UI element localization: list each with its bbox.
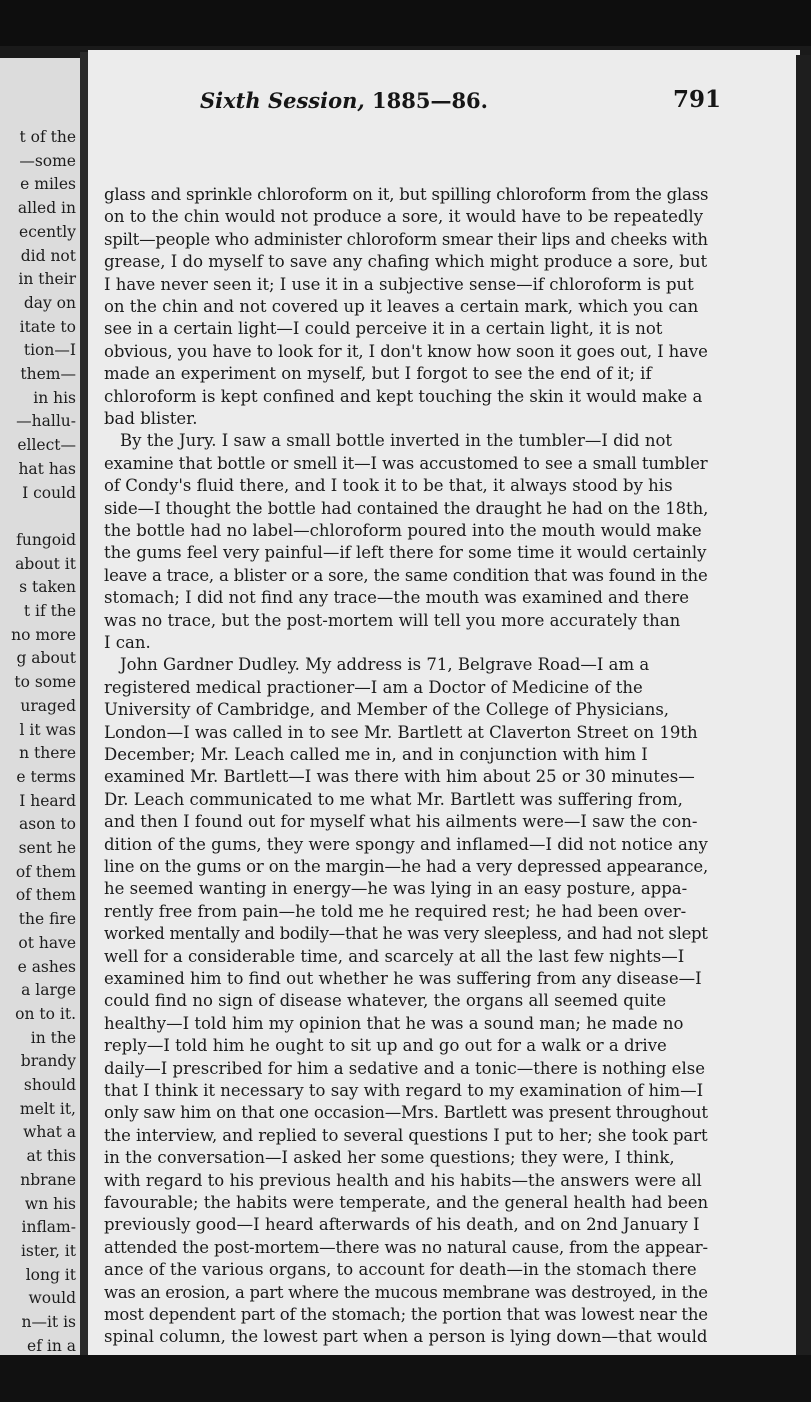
text-line: side—I thought the bottle had contained the draught he had on the 18th,: [104, 498, 709, 518]
text-line: chloroform is kept confined and kept touching the skin it would make a: [104, 386, 703, 406]
text-line: previously good—I heard afterwards of his death, and on 2nd January I: [104, 1215, 700, 1235]
left-page-line: ister, it: [20, 1241, 76, 1260]
left-page-line: —hallu-: [16, 412, 76, 431]
left-page-line: t of the: [19, 128, 76, 146]
left-page-line: the fire: [18, 910, 76, 929]
left-page-line: what a: [23, 1123, 76, 1142]
text-line: the gums feel very painful—if left there for some time it would certainly: [104, 543, 707, 563]
text-line: By the Jury. I saw a small bottle inverted in the tumbler—I did not: [120, 431, 673, 451]
text-line: was no trace, but the post-mortem will tell you more accurately than: [104, 610, 681, 630]
left-page-line: in their: [18, 270, 76, 289]
text-line: made an experiment on myself, but I forgot to see the end of it; if: [104, 364, 652, 384]
left-page-fragment: [0, 58, 83, 1358]
left-page-line: them—: [20, 365, 76, 383]
left-page-line: ef in a: [27, 1336, 76, 1355]
left-page-line: at this: [26, 1147, 76, 1166]
left-page-line: would: [28, 1289, 76, 1308]
left-page-line: a large: [21, 981, 76, 1000]
left-page-line: about it: [15, 554, 76, 573]
left-page-line: s taken: [19, 578, 76, 597]
left-page-line: ot have: [18, 933, 76, 952]
left-page-line: n there: [19, 744, 76, 763]
text-line: on the chin and not covered up it leaves a certain mark, which you can: [104, 297, 699, 316]
text-line: with regard to his previous health and his habits—the answers were all: [104, 1170, 702, 1190]
text-line: most dependent part of the stomach; the portion that was lowest near the: [104, 1305, 708, 1324]
left-page-line: on to it.: [15, 1004, 76, 1023]
text-line: leave a trace, a blister or a sore, the same condition that was found in the: [104, 565, 708, 585]
text-line: in the conversation—I asked her some questions; they were, I think,: [104, 1148, 675, 1168]
left-page-line: to some: [14, 673, 76, 692]
running-head-years: 1885—86.: [372, 88, 488, 113]
text-line: I can.: [104, 633, 151, 652]
left-page-line: l it was: [19, 720, 76, 739]
scan-right-border: [796, 55, 811, 1355]
text-line: John Gardner Dudley. My address is 71, Belgrave Road—I am a: [120, 655, 650, 675]
left-page-line: brandy: [20, 1052, 76, 1071]
text-line: reply—I told him he ought to sit up and go out for a walk or a drive: [104, 1036, 667, 1056]
text-line: spinal column, the lowest part when a person is lying down—that would: [104, 1327, 708, 1347]
text-line: well for a considerable time, and scarcely at all the last few nights—I: [104, 946, 685, 966]
left-page-line: n—it is: [21, 1313, 76, 1331]
text-line: could find no sign of disease whatever, the organs all seemed quite: [104, 991, 667, 1011]
left-page-line: hat has: [18, 459, 76, 478]
left-page-line: ason to: [19, 815, 76, 834]
text-line: the bottle had no label—chloroform poured into the mouth would make: [104, 521, 702, 540]
left-page-line: sent he: [18, 839, 76, 857]
text-line: daily—I prescribed for him a sedative and a tonic—there is nothing else: [104, 1058, 705, 1078]
left-page-line: did not: [20, 246, 76, 265]
text-line: worked mentally and bodily—that he was very sleepless, and had not slept: [104, 924, 708, 944]
text-line: stomach; I did not find any trace—the mouth was examined and there: [104, 588, 689, 608]
left-page-line: itate to: [19, 317, 76, 336]
left-page-line: should: [23, 1076, 76, 1094]
left-page-line: g about: [16, 649, 76, 668]
scan-top-border: [0, 0, 811, 46]
left-page-line: ecently: [19, 222, 76, 241]
text-line: dition of the gums, they were spongy and inflamed—I did not notice any: [104, 834, 708, 854]
left-page-line: —some: [19, 151, 76, 170]
left-page-line: in the: [30, 1028, 76, 1047]
text-line: glass and sprinkle chloroform on it, but spilling chloroform from the glass: [104, 185, 709, 204]
text-line: obvious, you have to look for it, I don't know how soon it goes out, I have: [104, 341, 708, 361]
text-line: he seemed wanting in energy—he was lying in an easy posture, appa-: [104, 879, 688, 899]
text-line: grease, I do myself to save any chafing which might produce a sore, but: [104, 252, 708, 272]
scan-bottom-border: [0, 1355, 811, 1402]
text-line: examined Mr. Bartlett—I was there with him about 25 or 30 minutes—: [104, 767, 695, 787]
left-page-line: e terms: [16, 767, 76, 786]
left-page-line: wn his: [24, 1194, 76, 1213]
left-page-line: in his: [33, 388, 76, 407]
text-line: the interview, and replied to several questions I put to her; she took part: [104, 1125, 708, 1145]
text-line: and then I found out for myself what his ailments were—I saw the con-: [104, 812, 698, 832]
text-line: I have never seen it; I use it in a subjective sense—if chloroform is put: [104, 274, 694, 294]
text-line: only saw him on that one occasion—Mrs. Bartlett was present throughout: [104, 1103, 708, 1123]
text-line: was an erosion, a part where the mucous membrane was destroyed, in the: [104, 1282, 708, 1302]
text-line: December; Mr. Leach called me in, and in conjunction with him I: [104, 745, 648, 764]
text-line: see in a certain light—I could perceive it in a certain light, it is not: [104, 319, 663, 339]
text-line: registered medical practioner—I am a Doctor of Medicine of the: [104, 677, 643, 697]
text-line: line on the gums or on the margin—he had a very depressed appearance,: [104, 857, 709, 876]
text-line: ance of the various organs, to account for death—in the stomach there: [104, 1260, 697, 1280]
text-line: attended the post-mortem—there was no natural cause, from the appear-: [104, 1237, 708, 1257]
left-page-line: of them: [15, 862, 76, 881]
running-head-title: Sixth Session,: [200, 88, 365, 113]
text-line: that I think it necessary to say with regard to my examination of him—I: [104, 1081, 704, 1100]
left-page-line: of them: [15, 886, 76, 905]
left-page-line: I heard: [19, 791, 76, 810]
text-line: on to the chin would not produce a sore, it would have to be repeatedly: [104, 207, 704, 227]
page-number: 791: [673, 86, 722, 113]
text-line: University of Cambridge, and Member of the College of Physicians,: [104, 700, 670, 720]
left-page-line: tion—I: [23, 341, 76, 360]
text-line: examine that bottle or smell it—I was accustomed to see a small tumbler: [104, 453, 708, 473]
left-page-line: day on: [23, 293, 76, 312]
left-page-line: alled in: [17, 199, 76, 218]
left-page-line: t if the: [23, 602, 76, 620]
text-line: examined him to find out whether he was suffering from any disease—I: [104, 969, 702, 988]
text-line: Dr. Leach communicated to me what Mr. Bartlett was suffering from,: [104, 789, 683, 809]
left-page-line: long it: [25, 1265, 76, 1284]
left-page-line: melt it,: [19, 1099, 76, 1118]
text-line: favourable; the habits were temperate, and the general health had been: [104, 1193, 709, 1212]
left-page-line: fungoid: [16, 530, 76, 549]
left-page-line: no more: [11, 625, 76, 644]
text-line: healthy—I told him my opinion that he was a sound man; he made no: [104, 1013, 684, 1033]
text-line: spilt—people who administer chloroform smear their lips and cheeks with: [104, 229, 708, 249]
text-line: bad blister.: [104, 409, 198, 428]
left-page-line: I could: [22, 483, 76, 502]
left-page-line: ellect—: [17, 436, 76, 455]
left-page-line: nbrane: [20, 1170, 76, 1189]
running-head: [200, 88, 488, 113]
text-line: of Condy's fluid there, and I took it to be that, it always stood by his: [104, 476, 673, 496]
text-line: rently free from pain—he told me he required rest; he had been over-: [104, 901, 687, 921]
text-line: London—I was called in to see Mr. Bartlett at Claverton Street on 19th: [104, 722, 698, 742]
left-page-line: inflam-: [21, 1218, 76, 1237]
left-page-line: e miles: [20, 175, 76, 194]
left-page-line: e ashes: [17, 957, 76, 976]
left-page-line: uraged: [20, 696, 76, 715]
